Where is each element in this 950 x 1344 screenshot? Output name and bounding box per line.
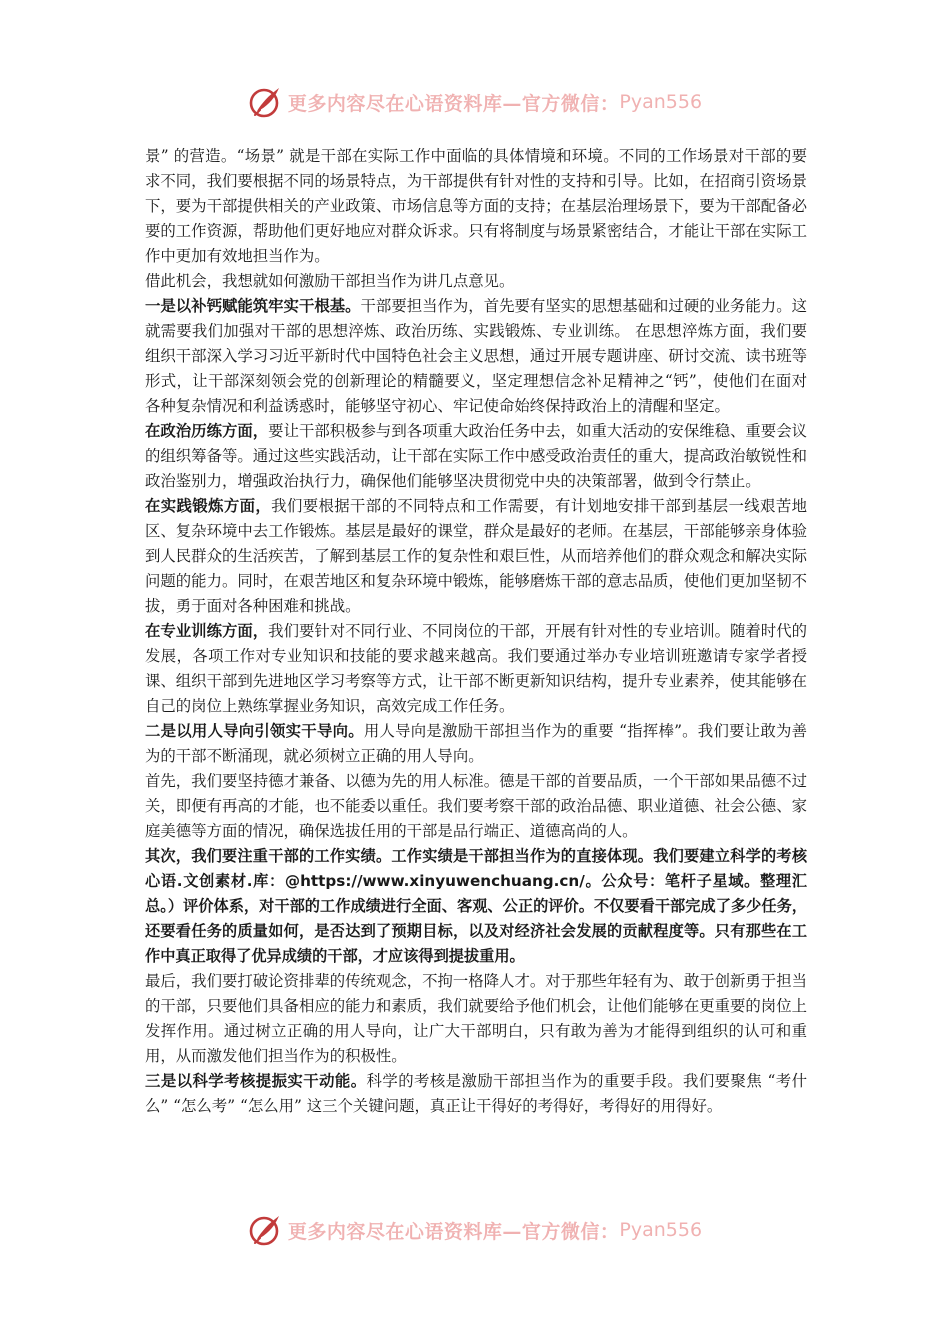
section-heading: 一是以补钙赋能筑牢实干根基。 — [145, 297, 361, 315]
section-heading: 二是以用人导向引领实干导向。 — [145, 722, 364, 740]
subsection-heading: 在实践锻炼方面， — [145, 497, 272, 515]
paragraph: 最后，我们要打破论资排辈的传统观念，不拘一格降人才。对于那些年轻有为、敢于创新勇于担当的干部，只要他们具备相应的能力和素质，我们就要给予他们机会，让他们能够在更重要的岗位上发挥作用。通过树立正确的用人导向，让广大干部明白，只有敢为善为才能得到组织的认可和重用，从而激发他们担当作为的积极性。 — [145, 972, 807, 1065]
paragraph: 首先，我们要坚持德才兼备、以德为先的用人标准。德是干部的首要品质，一个干部如果品德不过关，即便有再高的才能，也不能委以重任。我们要考察干部的政治品德、职业道德、社会公德、家庭美德等方面的情况，确保选拔任用的干部是品行端正、道德高尚的人。 — [145, 772, 807, 840]
header-banner — [0, 80, 950, 124]
subsection-heading: 在政治历练方面， — [145, 422, 269, 440]
footer-banner — [0, 1208, 950, 1252]
feather-quill-logo-icon — [248, 85, 282, 119]
subsection-paragraph: 在实践锻炼方面，我们要根据干部的不同特点和工作需要，有计划地安排干部到基层一线艰苦地区、复杂环境中去工作锻炼。基层是最好的课堂，群众是最好的老师。在基层，干部能够亲身体验到人民群众的生活疾苦，了解到基层工作的复杂性和艰巨性，从而培养他们的群众观念和解决实际问题的能力。同时，在艰苦地区和复杂环境中锻炼，能够磨炼干部的意志品质，使他们更加坚韧不拔，勇于面对各种困难和挑战。 — [145, 497, 807, 615]
feather-quill-logo-icon — [248, 1213, 282, 1247]
subsection-paragraph: 在专业训练方面，我们要针对不同行业、不同岗位的干部，开展有针对性的专业培训。随着时代的发展，各项工作对专业知识和技能的要求越来越高。我们要通过举办专业培训班邀请专家学者授课、组织干部到先进地区学习考察等方式，让干部不断更新知识结构，提升专业素养，使其能够在自己的岗位上熟练掌握业务知识，高效完成工作任务。 — [145, 622, 807, 715]
section-paragraph: 二是以用人导向引领实干导向。用人导向是激励干部担当作为的重要 “指挥棒”。我们要让敢为善为的干部不断涌现，就必须树立正确的用人导向。 — [145, 722, 807, 765]
highlighted-paragraph: 其次，我们要注重干部的工作实绩。工作实绩是干部担当作为的直接体现。我们要建立科学的考核心语.文创素材.库：@https://www.xinyuwenchuang.cn/。公众号：笔杆子星域。整理汇总。）评价体系，对干部的工作成绩进行全面、客观、公正的评价。不仅要看干部完成了多少任务，还要看任务的质量如何，是否达到了预期目标，以及对经济社会发展的贡献程度等。只有那些在工作中真正取得了优异成绩的干部，才应该得到提拔重用。 — [145, 847, 807, 965]
paragraph: 借此机会，我想就如何激励干部担当作为讲几点意见。 — [145, 272, 515, 290]
document-body — [145, 144, 807, 1119]
section-paragraph: 一是以补钙赋能筑牢实干根基。干部要担当作为，首先要有坚实的思想基础和过硬的业务能力。这就需要我们加强对干部的思想淬炼、政治历练、实践锻炼、专业训练。 在思想淬炼方面，我们要组织干部深入学习习近平新时代中国特色社会主义思想，通过开展专题讲座、研讨交流、读书班等形式，让干部深刻领会党的创新理论的精髓要义，坚定理想信念补足精神之“钙”，使他们在面对各种复杂情况和利益诱惑时，能够坚守初心、牢记使命始终保持政治上的清醒和坚定。 — [145, 297, 807, 415]
section-paragraph: 三是以科学考核提振实干动能。科学的考核是激励干部担当作为的重要手段。我们要聚焦 “考什么” “怎么考” “怎么用” 这三个关键问题，真正让干得好的考得好，考得好的用得好。 — [145, 1072, 807, 1115]
banner-text: 更多内容尽在心语资料库—官方微信： — [287, 1220, 620, 1243]
banner-wechat-id: Pyan556 — [619, 1219, 703, 1241]
section-heading: 三是以科学考核提振实干动能。 — [145, 1072, 367, 1090]
banner-text: 更多内容尽在心语资料库—官方微信： — [287, 92, 620, 115]
paragraph: 景” 的营造。“场景” 就是干部在实际工作中面临的具体情境和环境。不同的工作场景对干部的要求不同，我们要根据不同的场景特点，为干部提供有针对性的支持和引导。比如，在招商引资场景下，要为干部提供相关的产业政策、市场信息等方面的支持；在基层治理场景下，要为干部配备必要的工作资源，帮助他们更好地应对群众诉求。只有将制度与场景紧密结合，才能让干部在实际工作中更加有效地担当作为。 — [145, 147, 807, 265]
banner-wechat-id: Pyan556 — [619, 91, 703, 113]
subsection-heading: 在专业训练方面， — [145, 622, 269, 640]
subsection-paragraph: 在政治历练方面，要让干部积极参与到各项重大政治任务中去，如重大活动的安保维稳、重要会议的组织筹备等。通过这些实践活动，让干部在实际工作中感受政治责任的重大，提高政治敏锐性和政治鉴别力，增强政治执行力，确保他们能够坚决贯彻党中央的决策部署，做到令行禁止。 — [145, 422, 807, 490]
